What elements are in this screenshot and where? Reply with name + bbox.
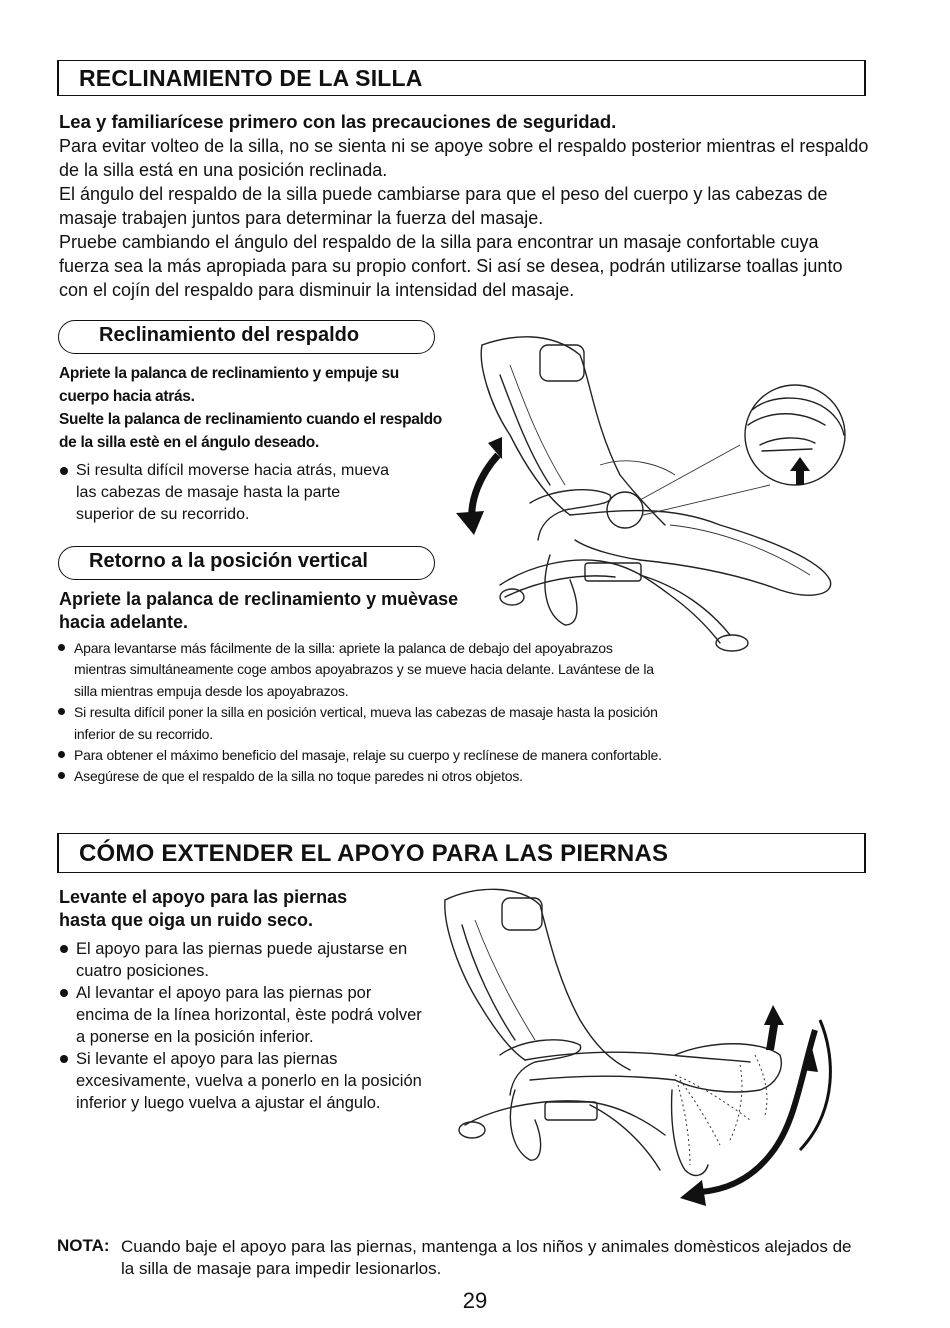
legrest-up-arrow-icon xyxy=(764,1005,784,1050)
legrest-bullet: Al levantar el apoyo para las piernas por encima de la línea horizontal, èste podrá volver a ponerse en la posición inferior. xyxy=(59,982,429,1048)
legrest-bullet: Si levante el apoyo para las piernas excesivamente, vuelva a ponerlo en la posición inferior y luego vuelva a ajustar el ángulo. xyxy=(59,1048,429,1114)
recline-instruction-2: Suelte la palanca de reclinamiento cuando el respaldo de la silla estè en el ángulo deseado. xyxy=(59,411,442,451)
upright-bullet: Apara levantarse más fácilmente de la silla: apriete la palanca de debajo del apoyabrazos mientras simultáneamente coge ambos apoyabrazos y se mueve hacia delante. Lavántese de la silla mientras empuja desde los apoyabrazos. xyxy=(57,638,667,702)
upright-bullet: Asegúrese de que el respaldo de la silla no toque paredes ni otros objetos. xyxy=(57,766,667,787)
intro-paragraph-3: Pruebe cambiando el ángulo del respaldo de la silla para encontrar un masaje confortable cuya fuerza sea la más apropiada para su propio confort. Si así se desea, podrán utilizarse toallas junto con el cojín del respaldo para disminuir la intensidad del masaje. xyxy=(59,232,843,300)
recline-heading-pill xyxy=(58,320,435,354)
upright-bullet: Para obtener el máximo beneficio del masaje, relaje su cuerpo y reclínese de manera confortable. xyxy=(57,745,667,766)
legrest-bullet: El apoyo para las piernas puede ajustarse en cuatro posiciones. xyxy=(59,938,429,982)
page-number: 29 xyxy=(462,1288,488,1313)
section-title: CÓMO EXTENDER EL APOYO PARA LAS PIERNAS xyxy=(79,840,669,867)
section-header-reclinamiento xyxy=(57,60,866,96)
safety-lead: Lea y familiarícese primero con las precauciones de seguridad. xyxy=(59,111,617,132)
note-label: NOTA: xyxy=(57,1236,110,1255)
note-text: Cuando baje el apoyo para las piernas, mantenga a los niños y animales domèsticos alejados de la silla de masaje para impedir lesionarlos. xyxy=(121,1237,852,1278)
recline-heading: Reclinamiento del respaldo xyxy=(99,324,360,346)
upright-bullet: Si resulta difícil poner la silla en posición vertical, mueva las cabezas de masaje hasta la posición inferior de su recorrido. xyxy=(57,702,667,745)
upright-heading-pill xyxy=(58,546,435,580)
upright-bullets xyxy=(57,638,667,788)
lever-up-arrow-icon xyxy=(790,457,810,485)
recline-arrow-icon xyxy=(456,437,502,535)
legrest-swing-arrow-icon xyxy=(680,1020,830,1206)
upright-instruction: Apriete la palanca de reclinamiento y muèvase hacia adelante. xyxy=(59,589,459,632)
reclining-chair-illustration xyxy=(440,325,870,660)
recline-bullet: Si resulta difícil moverse hacia atrás, mueva las cabezas de masaje hasta la parte superior de su recorrido. xyxy=(59,460,399,526)
legrest-chair-illustration xyxy=(440,880,860,1225)
legrest-instruction: Levante el apoyo para las piernas hasta que oiga un ruido seco. xyxy=(59,887,348,930)
intro-block xyxy=(59,110,869,302)
section-header-apoyo-piernas xyxy=(57,833,866,873)
upright-heading: Retorno a la posición vertical xyxy=(89,550,368,572)
intro-paragraph-1: Para evitar volteo de la silla, no se sienta ni se apoye sobre el respaldo posterior mientras el respaldo de la silla está en una posición reclinada. xyxy=(59,136,869,180)
recline-instructions xyxy=(59,362,444,526)
recline-instruction-1: Apriete la palanca de reclinamiento y empuje su cuerpo hacia atrás. xyxy=(59,365,399,405)
upright-instructions xyxy=(59,588,459,634)
section-title: RECLINAMIENTO DE LA SILLA xyxy=(79,65,423,91)
legrest-instructions xyxy=(59,886,429,1114)
intro-paragraph-2: El ángulo del respaldo de la silla puede cambiarse para que el peso del cuerpo y las cabezas de masaje trabajen juntos para determinar la fuerza del masaje. xyxy=(59,184,828,228)
